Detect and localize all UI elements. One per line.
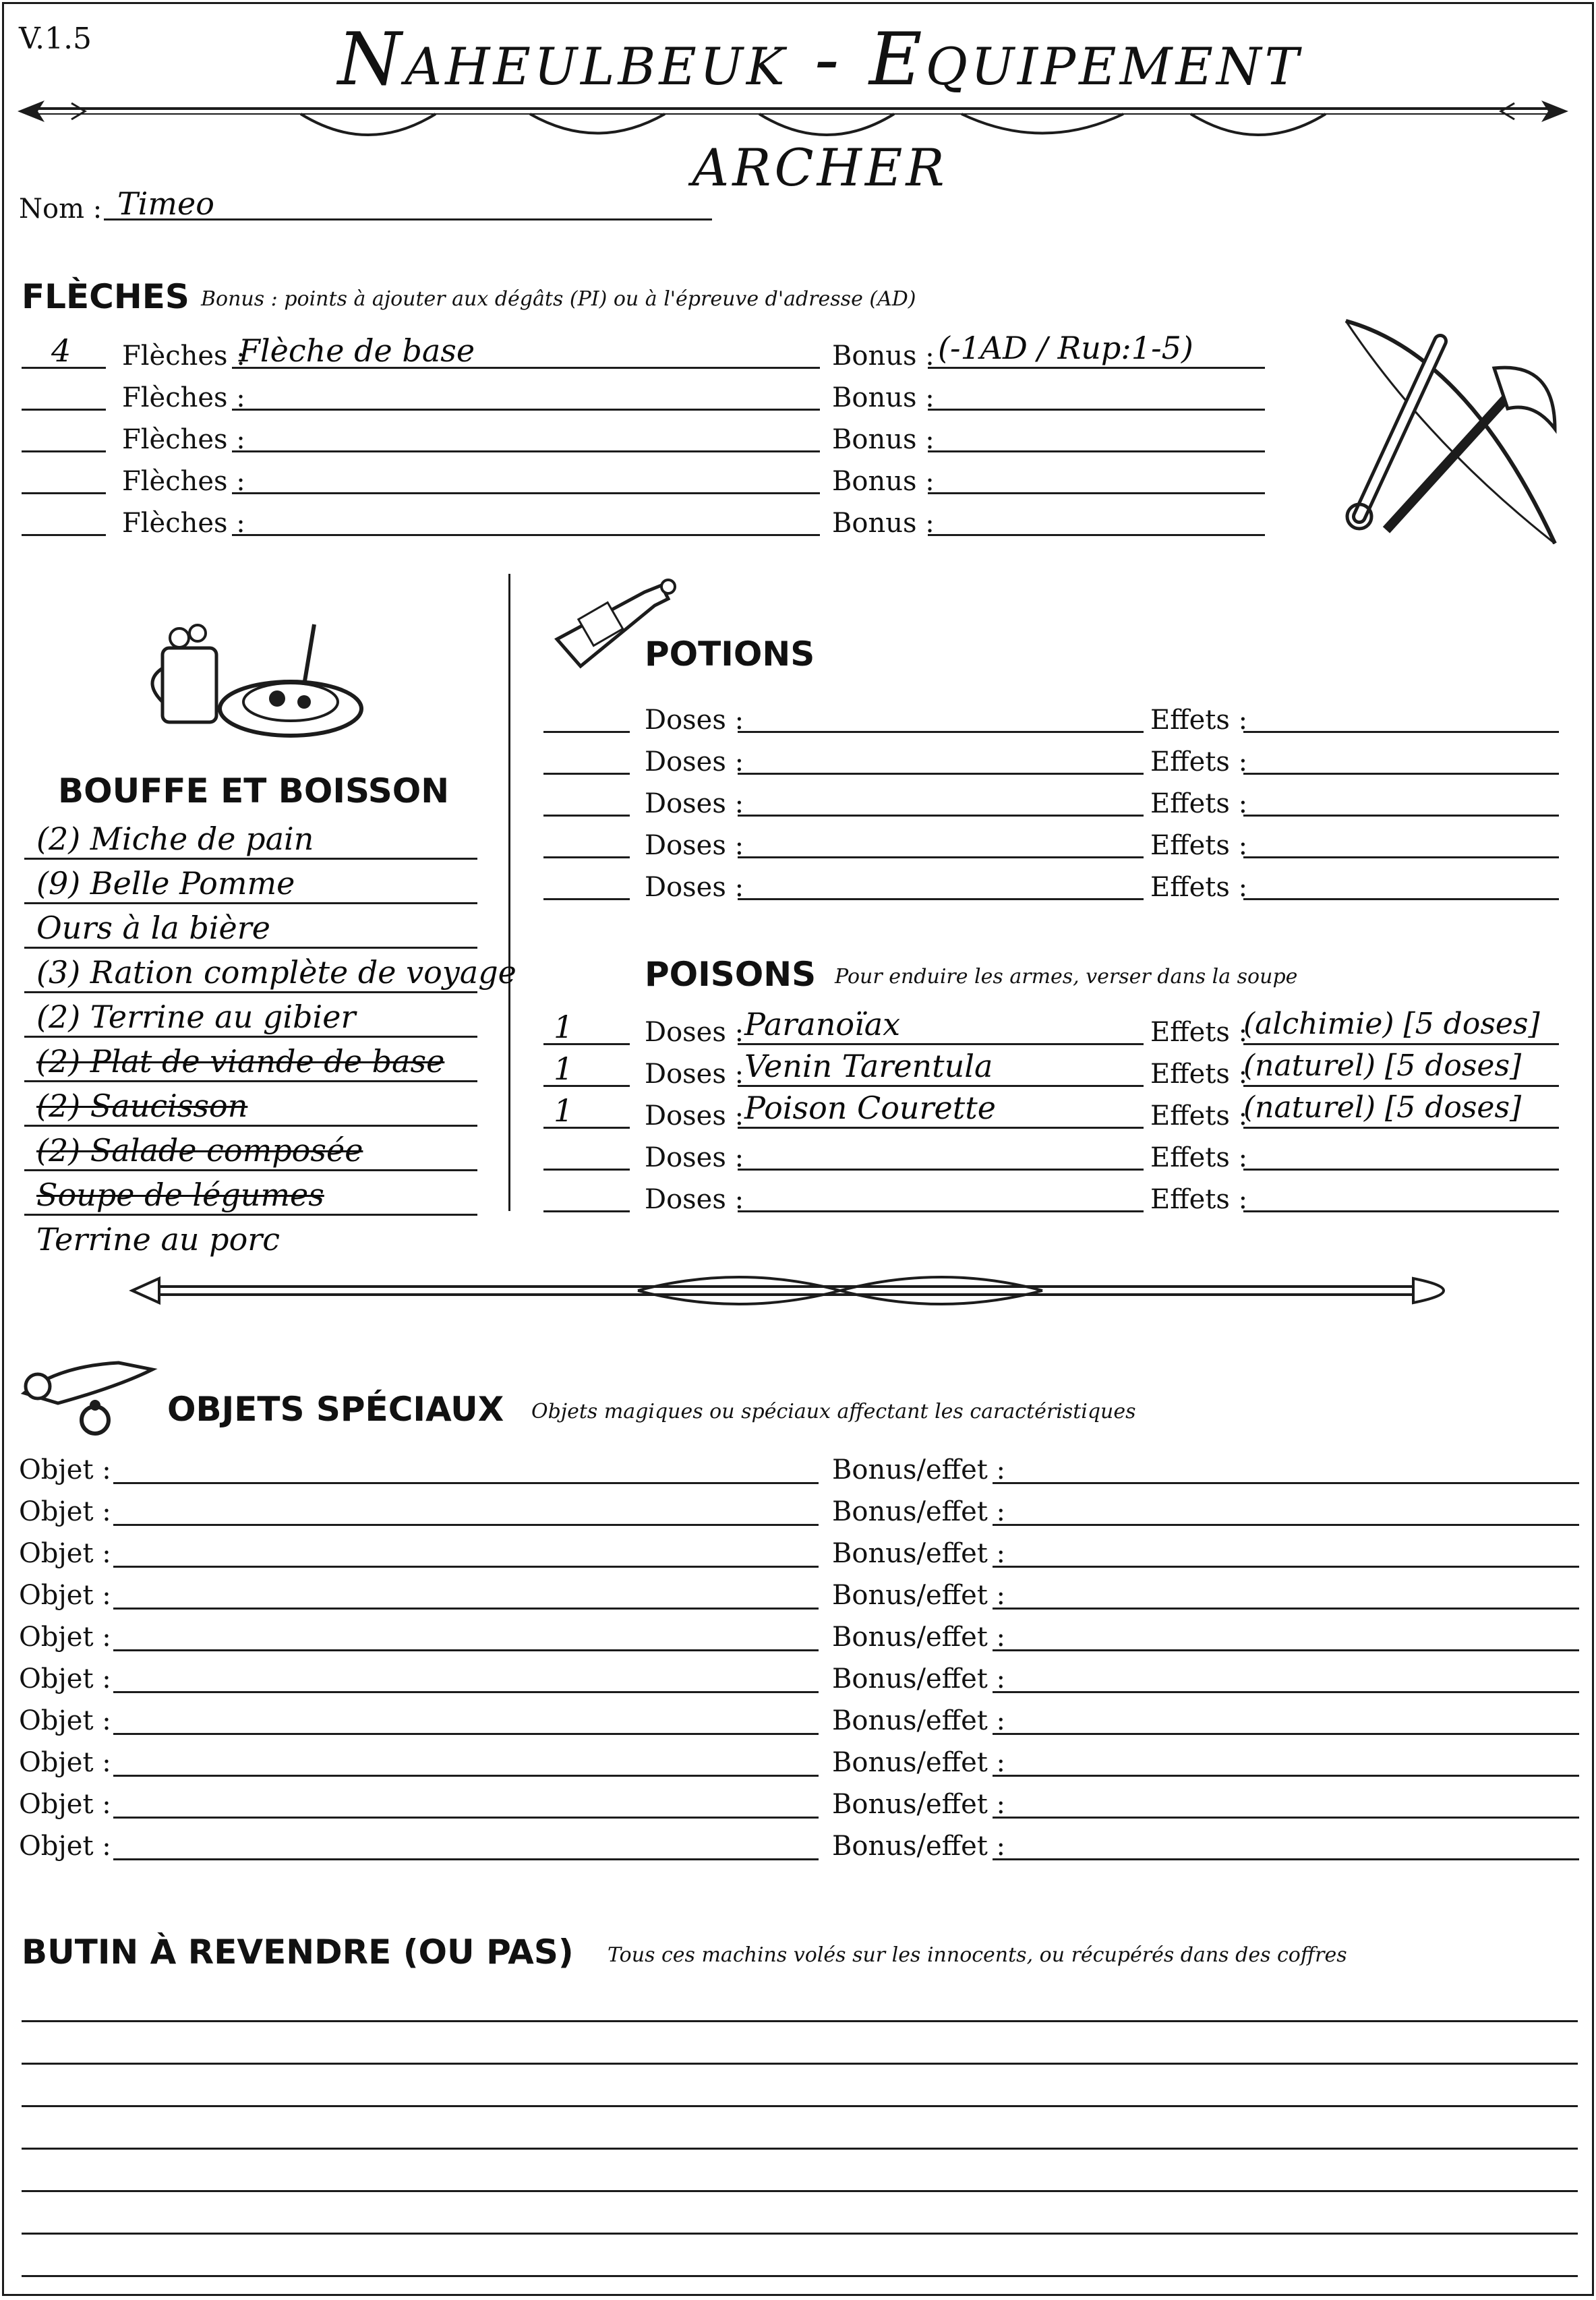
object-bonus-label: Bonus/effet :	[832, 1663, 1006, 1694]
object-bonus-underline	[993, 1733, 1579, 1735]
poison-effects-field[interactable]: (naturel) [5 doses]	[1243, 1049, 1522, 1083]
object-bonus-label: Bonus/effet :	[832, 1705, 1006, 1736]
potion-effects-label: Effets :	[1150, 872, 1248, 903]
potion-doses-underline	[738, 731, 1144, 733]
potion-effects-label: Effets :	[1150, 705, 1248, 736]
food-item[interactable]: (2) Salade composée	[36, 1132, 363, 1169]
scroll-and-ring-icon	[18, 1353, 159, 1440]
object-bonus-underline	[993, 1608, 1579, 1610]
arrow-bonus-field[interactable]: (-1AD / Rup:1-5)	[938, 330, 1193, 366]
potion-doses-label: Doses :	[645, 830, 744, 861]
arrow-bonus-label: Bonus :	[832, 508, 935, 539]
poison-doses-field[interactable]: Venin Tarentula	[744, 1048, 993, 1084]
object-label: Objet :	[19, 1496, 111, 1527]
special-section-title: OBJETS SPÉCIAUX	[167, 1390, 504, 1429]
potion-qty-underline	[543, 815, 630, 817]
poison-qty-field[interactable]: 1	[554, 1051, 574, 1087]
loot-underline	[22, 2233, 1578, 2235]
food-underline	[24, 1080, 477, 1082]
potion-qty-underline	[543, 731, 630, 733]
food-item[interactable]: (9) Belle Pomme	[36, 865, 295, 902]
object-label: Objet :	[19, 1580, 111, 1611]
poison-effects-label: Effets :	[1150, 1017, 1248, 1048]
object-bonus-label: Bonus/effet :	[832, 1747, 1006, 1778]
arrow-row-label: Flèches :	[122, 424, 245, 455]
arrow-row-label: Flèches :	[122, 382, 245, 413]
loot-underline	[22, 2148, 1578, 2150]
mug-and-plate-icon	[142, 608, 365, 742]
potions-section-title: POTIONS	[645, 635, 815, 674]
arrow-row-label: Flèches :	[122, 341, 245, 372]
object-underline	[113, 1775, 819, 1777]
poison-doses-label: Doses :	[645, 1100, 744, 1131]
poison-doses-label: Doses :	[645, 1059, 744, 1090]
arrow-bonus-label: Bonus :	[832, 382, 935, 413]
potion-effects-underline	[1243, 731, 1559, 733]
loot-underline	[22, 2105, 1578, 2107]
object-bonus-label: Bonus/effet :	[832, 1622, 1006, 1653]
version-label: V.1.5	[19, 22, 92, 56]
page-title: Naheulbeuk - Equipement archer	[337, 18, 1303, 203]
food-item[interactable]: (2) Terrine au gibier	[36, 999, 356, 1035]
name-label: Nom :	[19, 194, 102, 225]
arrow-qty-underline	[22, 409, 106, 411]
staff-divider-icon	[132, 1264, 1467, 1318]
food-underline	[24, 1125, 477, 1127]
potion-qty-underline	[543, 898, 630, 900]
potion-effects-underline	[1243, 856, 1559, 858]
poison-doses-field[interactable]: Paranoïax	[744, 1006, 901, 1042]
arrow-row-label: Flèches :	[122, 466, 245, 497]
object-bonus-underline	[993, 1817, 1579, 1819]
arrow-qty-field[interactable]: 4	[51, 332, 71, 369]
arrows-section-subtitle: Bonus : points à ajouter aux dégâts (PI) ou à l'épreuve d'adresse (AD)	[201, 287, 916, 311]
object-label: Objet :	[19, 1789, 111, 1820]
poison-effects-underline	[1243, 1169, 1559, 1171]
arrow-bonus-underline	[928, 367, 1265, 369]
object-bonus-label: Bonus/effet :	[832, 1538, 1006, 1569]
food-section-title: BOUFFE ET BOISSON	[58, 771, 450, 810]
object-bonus-label: Bonus/effet :	[832, 1789, 1006, 1820]
loot-section-title: BUTIN À REVENDRE (OU PAS)	[22, 1933, 574, 1972]
poison-effects-underline	[1243, 1043, 1559, 1045]
poison-doses-label: Doses :	[645, 1017, 744, 1048]
poison-effects-label: Effets :	[1150, 1142, 1248, 1173]
food-item[interactable]: (3) Ration complète de voyage	[36, 954, 516, 991]
object-underline	[113, 1733, 819, 1735]
poison-doses-underline	[738, 1127, 1144, 1129]
object-underline	[113, 1482, 819, 1484]
object-bonus-underline	[993, 1524, 1579, 1526]
object-underline	[113, 1608, 819, 1610]
object-bonus-underline	[993, 1775, 1579, 1777]
arrow-qty-underline	[22, 492, 106, 494]
food-underline	[24, 1169, 477, 1171]
arrow-name-field[interactable]: Flèche de base	[239, 332, 475, 369]
arrow-bonus-underline	[928, 450, 1265, 452]
object-label: Objet :	[19, 1454, 111, 1485]
object-bonus-underline	[993, 1858, 1579, 1860]
poison-doses-underline	[738, 1085, 1144, 1087]
arrow-qty-underline	[22, 534, 106, 536]
poison-qty-field[interactable]: 1	[554, 1009, 574, 1045]
poison-doses-underline	[738, 1169, 1144, 1171]
food-item[interactable]: (2) Saucisson	[36, 1088, 248, 1124]
food-underline	[24, 991, 477, 993]
arrow-bonus-underline	[928, 534, 1265, 536]
character-sheet	[2, 2, 1594, 2296]
food-underline	[24, 902, 477, 904]
arrow-name-underline	[232, 492, 820, 494]
poison-effects-underline	[1243, 1085, 1559, 1087]
object-bonus-label: Bonus/effet :	[832, 1580, 1006, 1611]
name-field[interactable]: Timeo	[117, 185, 214, 222]
potion-doses-label: Doses :	[645, 872, 744, 903]
food-underline	[24, 1036, 477, 1038]
arrow-bonus-label: Bonus :	[832, 424, 935, 455]
potion-effects-underline	[1243, 773, 1559, 775]
arrow-name-underline	[232, 534, 820, 536]
poison-effects-underline	[1243, 1210, 1559, 1212]
potion-effects-label: Effets :	[1150, 830, 1248, 861]
food-underline	[24, 858, 477, 860]
poison-effects-underline	[1243, 1127, 1559, 1129]
potion-doses-underline	[738, 815, 1144, 817]
potion-doses-underline	[738, 856, 1144, 858]
food-underline	[24, 947, 477, 949]
food-item[interactable]: Soupe de légumes	[36, 1177, 324, 1213]
loot-underline	[22, 2020, 1578, 2022]
arrows-section-title: FLÈCHES	[22, 277, 189, 316]
object-label: Objet :	[19, 1747, 111, 1778]
poison-doses-label: Doses :	[645, 1142, 744, 1173]
object-bonus-underline	[993, 1482, 1579, 1484]
loot-underline	[22, 2275, 1578, 2277]
poison-effects-label: Effets :	[1150, 1184, 1248, 1215]
arrow-row-label: Flèches :	[122, 508, 245, 539]
potion-qty-underline	[543, 773, 630, 775]
object-label: Objet :	[19, 1538, 111, 1569]
food-item[interactable]: (2) Miche de pain	[36, 821, 314, 857]
food-item[interactable]: Ours à la bière	[36, 910, 270, 946]
arrow-name-underline	[232, 409, 820, 411]
arrow-bonus-underline	[928, 492, 1265, 494]
food-underline	[24, 1214, 477, 1216]
arrow-name-underline	[232, 450, 820, 452]
loot-underline	[22, 2063, 1578, 2065]
object-bonus-underline	[993, 1649, 1579, 1651]
potion-effects-label: Effets :	[1150, 788, 1248, 819]
object-underline	[113, 1649, 819, 1651]
object-label: Objet :	[19, 1622, 111, 1653]
poison-doses-underline	[738, 1043, 1144, 1045]
object-bonus-label: Bonus/effet :	[832, 1496, 1006, 1527]
arrow-bonus-label: Bonus :	[832, 341, 935, 372]
object-underline	[113, 1566, 819, 1568]
poison-effects-label: Effets :	[1150, 1100, 1248, 1131]
object-underline	[113, 1817, 819, 1819]
potion-effects-label: Effets :	[1150, 746, 1248, 777]
arrow-bonus-underline	[928, 409, 1265, 411]
object-label: Objet :	[19, 1831, 111, 1862]
potion-doses-underline	[738, 773, 1144, 775]
poison-doses-underline	[738, 1210, 1144, 1212]
arrow-qty-underline	[22, 450, 106, 452]
poison-qty-field[interactable]: 1	[554, 1092, 574, 1129]
food-item[interactable]: (2) Plat de viande de base	[36, 1043, 445, 1080]
poison-qty-underline	[543, 1210, 630, 1212]
potion-doses-underline	[738, 898, 1144, 900]
object-bonus-label: Bonus/effet :	[832, 1831, 1006, 1862]
poison-effects-label: Effets :	[1150, 1059, 1248, 1090]
poison-doses-field[interactable]: Poison Courette	[744, 1090, 996, 1126]
crossed-bow-sword-axe-icon	[1332, 314, 1575, 557]
potion-effects-underline	[1243, 815, 1559, 817]
potion-doses-label: Doses :	[645, 788, 744, 819]
object-label: Objet :	[19, 1705, 111, 1736]
poison-effects-field[interactable]: (alchimie) [5 doses]	[1243, 1007, 1540, 1041]
poisons-section-title: POISONS	[645, 955, 817, 994]
column-separator	[508, 574, 510, 1211]
object-label: Objet :	[19, 1663, 111, 1694]
potion-doses-label: Doses :	[645, 746, 744, 777]
object-bonus-underline	[993, 1691, 1579, 1693]
loot-underline	[22, 2190, 1578, 2192]
potion-qty-underline	[543, 856, 630, 858]
poisons-section-subtitle: Pour enduire les armes, verser dans la soupe	[835, 965, 1298, 989]
potion-doses-label: Doses :	[645, 705, 744, 736]
arrow-divider-top-icon	[18, 88, 1568, 149]
arrow-bonus-label: Bonus :	[832, 466, 935, 497]
special-section-subtitle: Objets magiques ou spéciaux affectant les caractéristiques	[531, 1400, 1136, 1423]
object-underline	[113, 1524, 819, 1526]
object-bonus-underline	[993, 1566, 1579, 1568]
object-bonus-label: Bonus/effet :	[832, 1454, 1006, 1485]
poison-effects-field[interactable]: (naturel) [5 doses]	[1243, 1090, 1522, 1125]
poison-qty-underline	[543, 1169, 630, 1171]
food-item[interactable]: Terrine au porc	[36, 1221, 280, 1258]
loot-section-subtitle: Tous ces machins volés sur les innocents, ou récupérés dans des coffres	[608, 1943, 1347, 1967]
object-underline	[113, 1858, 819, 1860]
potion-effects-underline	[1243, 898, 1559, 900]
object-underline	[113, 1691, 819, 1693]
poison-doses-label: Doses :	[645, 1184, 744, 1215]
